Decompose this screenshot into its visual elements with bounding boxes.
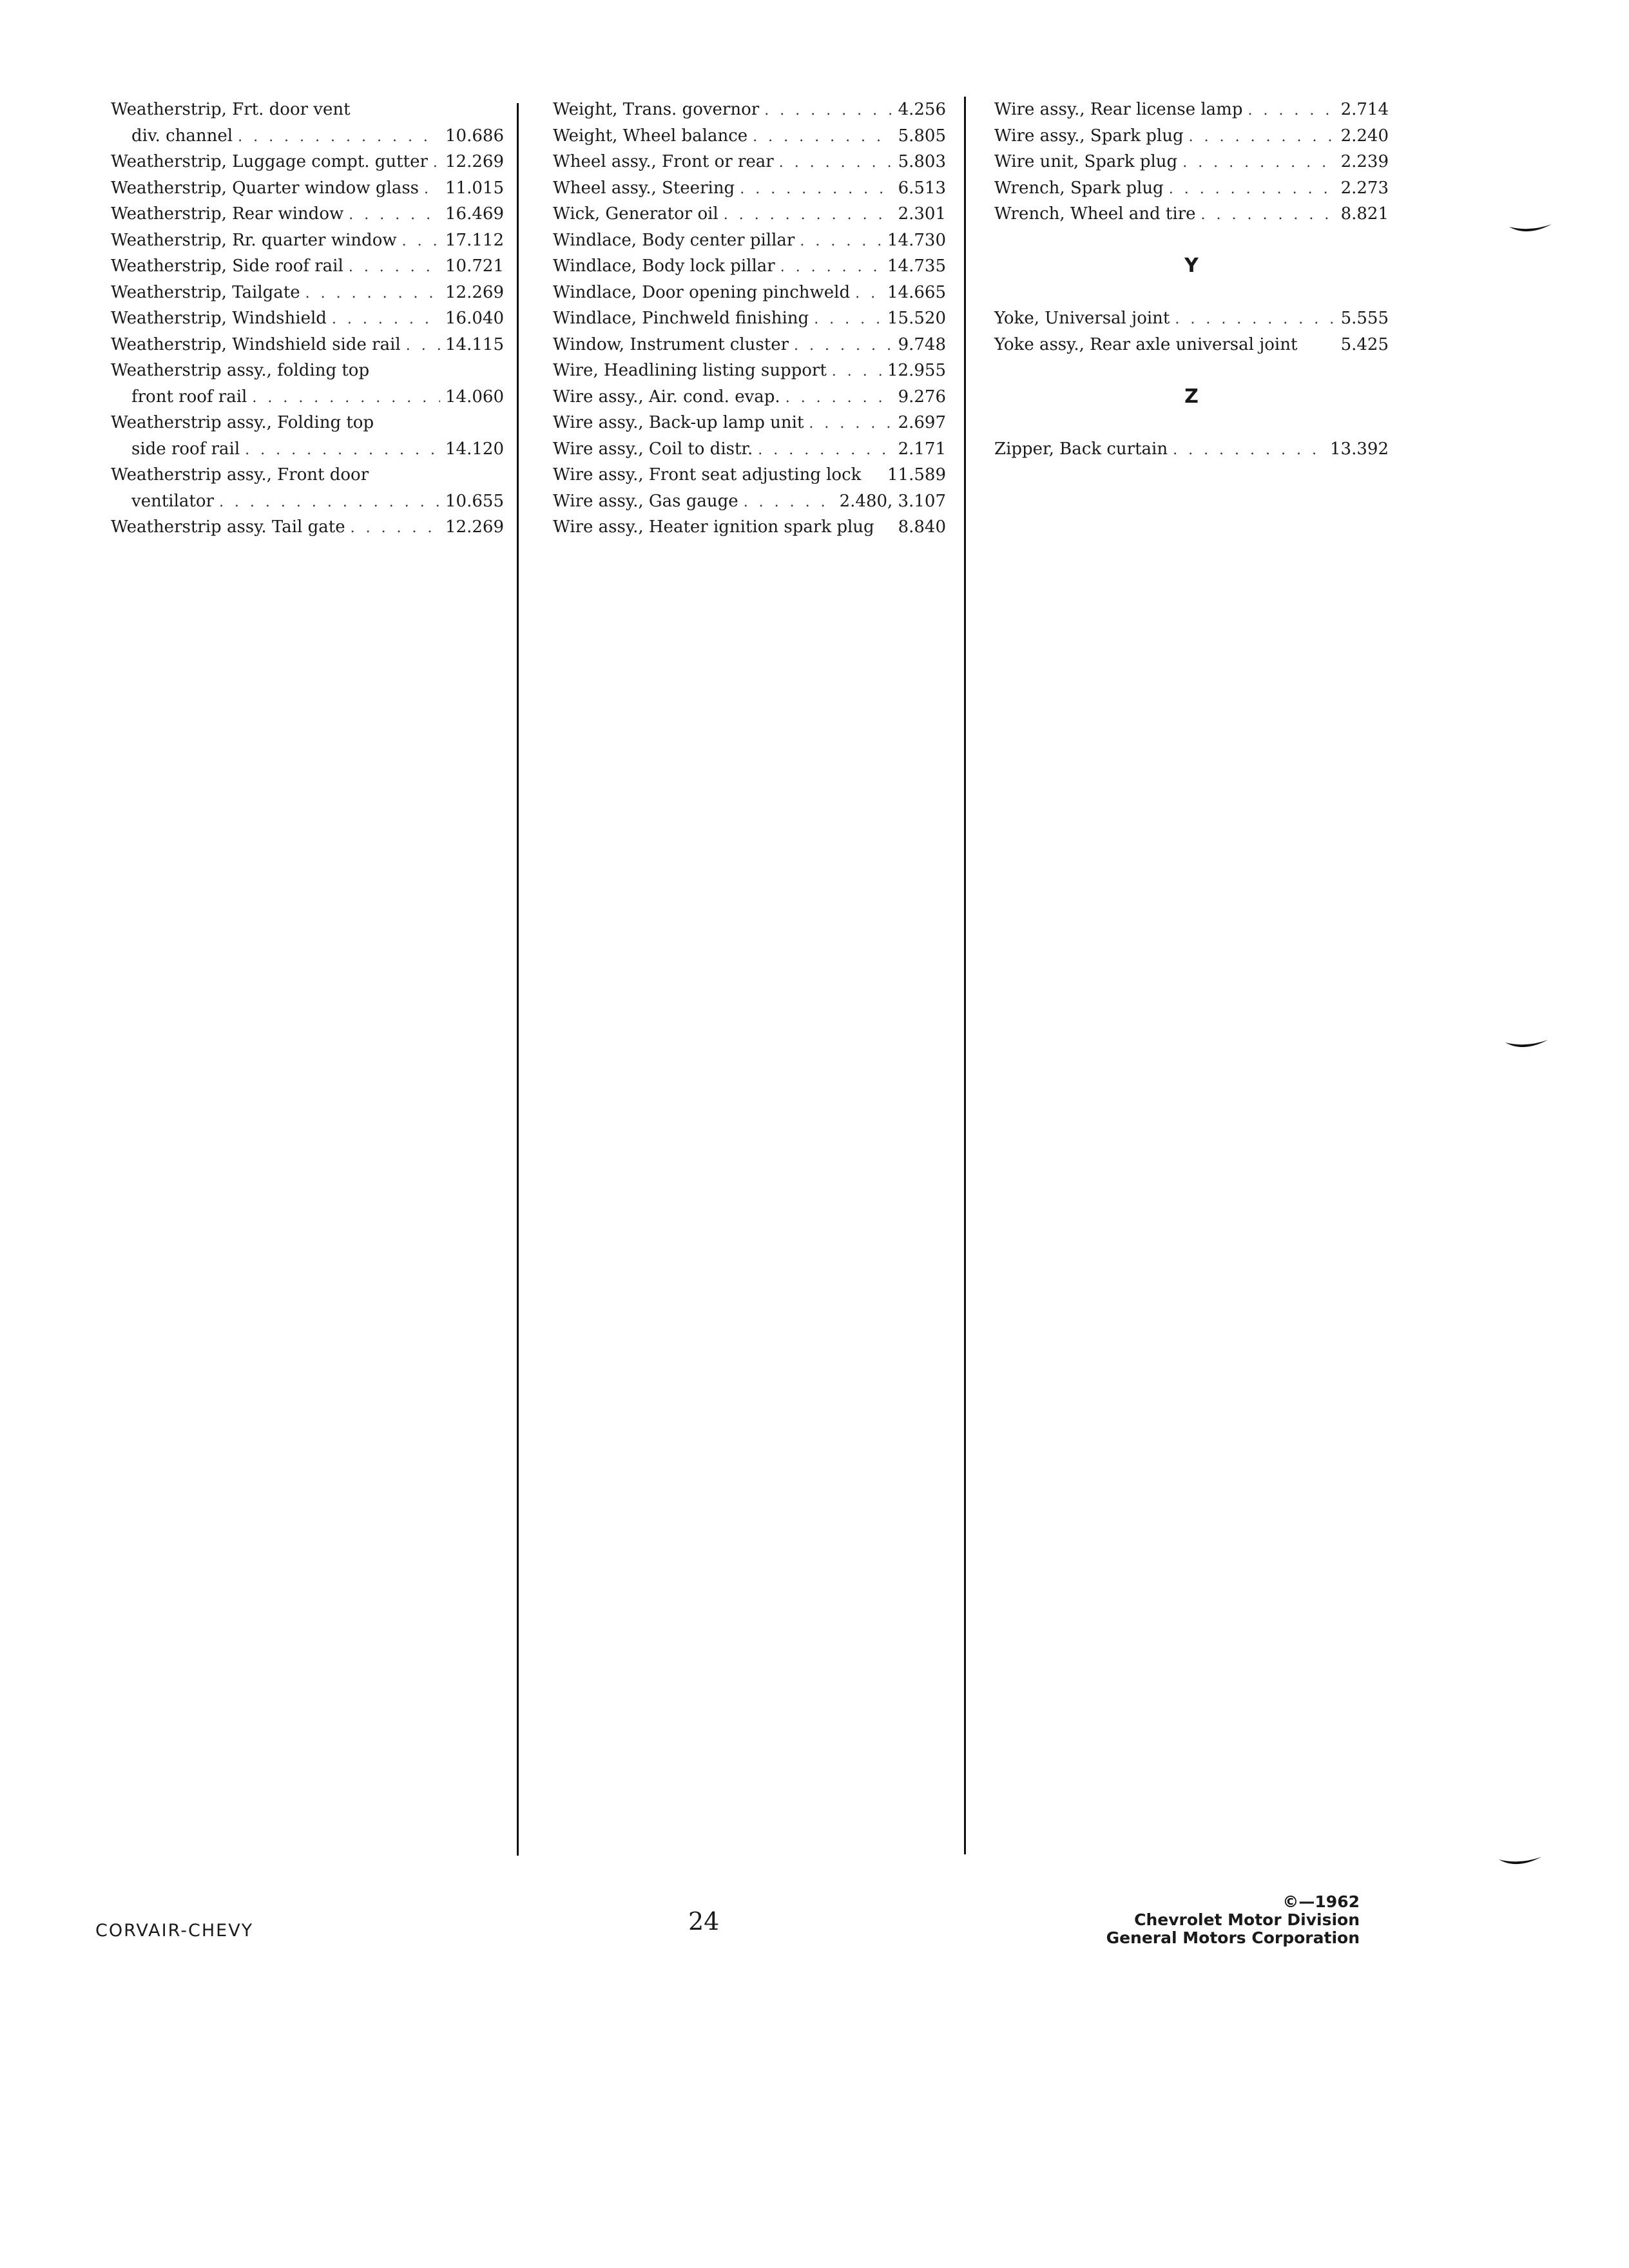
index-entry xyxy=(111,436,504,463)
entry-label: Weatherstrip, Rr. quarter window xyxy=(111,230,397,250)
leader-dots xyxy=(406,333,440,360)
index-entry xyxy=(994,149,1389,175)
index-entry xyxy=(111,384,504,410)
index-column-1 xyxy=(111,97,504,541)
entry-label: Wire assy., Front seat adjusting lock xyxy=(553,465,862,485)
column-divider xyxy=(517,103,519,1856)
entry-label: Wheel assy., Front or rear xyxy=(553,152,774,171)
entry-label: Yoke, Universal joint xyxy=(994,309,1170,328)
index-entry-heading: Weatherstrip, Frt. door vent xyxy=(111,100,351,119)
leader-dots xyxy=(832,359,882,385)
leader-dots xyxy=(1201,202,1336,229)
index-entry xyxy=(553,253,946,280)
entry-reference-number: 2.301 xyxy=(898,204,946,224)
entry-reference-number: 14.665 xyxy=(887,282,946,302)
entry-reference-number: 5.425 xyxy=(1340,334,1389,354)
index-entry-heading: Weatherstrip assy., folding top xyxy=(111,361,370,380)
entry-label: Wire, Headlining listing support xyxy=(553,361,827,380)
entry-reference-number: 10.655 xyxy=(445,491,504,511)
page-number: 24 xyxy=(688,1907,720,1936)
spacer xyxy=(994,358,1389,384)
entry-reference-number: 9.748 xyxy=(898,334,946,354)
index-entry xyxy=(994,332,1389,358)
entry-reference-number: 2.697 xyxy=(898,413,946,432)
entry-reference-number: 11.015 xyxy=(445,178,504,198)
binding-mark-icon xyxy=(1508,223,1553,237)
index-entry xyxy=(553,201,946,227)
entry-reference-number: 12.269 xyxy=(445,517,504,537)
index-entry xyxy=(553,436,946,463)
leader-dots xyxy=(349,255,440,281)
index-entry xyxy=(553,227,946,254)
spacer xyxy=(994,410,1389,436)
entry-label: Windlace, Pinchweld finishing xyxy=(553,309,809,328)
leader-dots xyxy=(758,437,892,464)
entry-reference-number: 12.955 xyxy=(887,361,946,380)
index-entry xyxy=(553,384,946,410)
division-line: Chevrolet Motor Division xyxy=(1134,1910,1360,1929)
leader-dots xyxy=(219,490,440,516)
leader-dots xyxy=(794,333,893,360)
section-letter-heading: Z xyxy=(1184,385,1199,408)
index-entry xyxy=(994,97,1389,123)
leader-dots xyxy=(1189,124,1336,151)
leader-dots xyxy=(1182,150,1335,177)
entry-reference-number: 6.513 xyxy=(898,178,946,198)
leader-dots xyxy=(1169,177,1336,203)
entry-reference-number: 10.686 xyxy=(445,126,504,146)
leader-dots xyxy=(349,202,440,229)
index-entry xyxy=(111,149,504,175)
entry-label: Weatherstrip, Tailgate xyxy=(111,282,300,302)
entry-reference-number: 12.269 xyxy=(445,282,504,302)
index-entry xyxy=(111,514,504,541)
entry-label: ventilator xyxy=(131,491,214,511)
entry-reference-number: 2.273 xyxy=(1340,178,1389,198)
entry-reference-number: 2.240 xyxy=(1340,126,1389,146)
entry-reference-number: 14.735 xyxy=(887,256,946,276)
index-entry xyxy=(553,514,946,541)
entry-label: Wire assy., Heater ignition spark plug xyxy=(553,517,874,537)
leader-dots xyxy=(1175,307,1335,333)
entry-reference-number: 2.171 xyxy=(898,439,946,459)
entry-label: Wire assy., Back-up lamp unit xyxy=(553,413,804,432)
leader-dots xyxy=(814,307,882,333)
entry-reference-number: 4.256 xyxy=(898,100,946,119)
entry-label: Windlace, Body lock pillar xyxy=(553,256,775,276)
index-entry xyxy=(553,332,946,358)
leader-dots xyxy=(238,124,440,151)
entry-reference-number: 2.239 xyxy=(1340,152,1389,171)
entry-reference-number: 12.269 xyxy=(445,152,504,171)
index-entry xyxy=(553,123,946,149)
entry-label: Wrench, Wheel and tire xyxy=(994,204,1196,224)
index-entry xyxy=(111,201,504,227)
entry-label: Zipper, Back curtain xyxy=(994,439,1168,459)
entry-reference-number: 14.115 xyxy=(445,334,504,354)
footer-publisher xyxy=(1089,1893,1360,1947)
entry-reference-number: 16.469 xyxy=(445,204,504,224)
entry-label: front roof rail xyxy=(131,387,247,407)
entry-label: Window, Instrument cluster xyxy=(553,334,789,354)
entry-reference-number: 13.392 xyxy=(1330,439,1389,459)
entry-reference-number: 10.721 xyxy=(445,256,504,276)
leader-dots xyxy=(809,411,892,437)
index-entry-heading: Weatherstrip assy., Front door xyxy=(111,465,369,485)
entry-label: div. channel xyxy=(131,126,233,146)
entry-reference-number: 11.589 xyxy=(887,465,946,485)
index-column-2 xyxy=(553,97,946,541)
corporation-line: General Motors Corporation xyxy=(1106,1928,1360,1947)
index-entry xyxy=(994,201,1389,227)
leader-dots xyxy=(786,385,893,412)
index-entry xyxy=(111,305,504,332)
entry-label: Weatherstrip, Windshield side rail xyxy=(111,334,401,354)
index-entry xyxy=(553,462,946,488)
entry-label: Weatherstrip assy. Tail gate xyxy=(111,517,345,537)
index-entry xyxy=(111,253,504,280)
footer-model-name: CORVAIR-CHEVY xyxy=(95,1921,254,1941)
index-entry xyxy=(111,332,504,358)
index-entry xyxy=(111,175,504,202)
index-entry xyxy=(553,97,946,123)
entry-label: Wire assy., Coil to distr. xyxy=(553,439,753,459)
index-column-3 xyxy=(994,97,1389,462)
index-entry xyxy=(553,358,946,384)
leader-dots xyxy=(305,281,440,307)
entry-label: Weight, Wheel balance xyxy=(553,126,748,146)
entry-label: Wire assy., Air. cond. evap. xyxy=(553,387,780,407)
leader-dots xyxy=(780,255,882,281)
leader-dots xyxy=(252,385,440,412)
entry-reference-number: 8.840 xyxy=(898,517,946,537)
spacer xyxy=(994,227,1389,254)
entry-label: Weatherstrip, Windshield xyxy=(111,309,327,328)
entry-label: Wrench, Spark plug xyxy=(994,178,1164,198)
index-entry-heading: Weatherstrip assy., Folding top xyxy=(111,413,374,432)
index-entry xyxy=(994,305,1389,332)
entry-reference-number: 2.714 xyxy=(1340,100,1389,119)
index-entry xyxy=(994,436,1389,463)
section-letter-heading: Y xyxy=(1184,255,1199,277)
entry-label: Wick, Generator oil xyxy=(553,204,718,224)
index-entry xyxy=(553,280,946,306)
index-entry xyxy=(994,123,1389,149)
entry-label: Wire assy., Rear license lamp xyxy=(994,100,1243,119)
leader-dots xyxy=(753,124,892,151)
entry-label: Weatherstrip, Rear window xyxy=(111,204,344,224)
leader-dots xyxy=(724,202,893,229)
spacer xyxy=(994,280,1389,306)
leader-dots xyxy=(1248,98,1335,124)
binding-mark-icon xyxy=(1498,1856,1543,1870)
entry-reference-number: 15.520 xyxy=(887,309,946,328)
entry-label: Wire assy., Spark plug xyxy=(994,126,1184,146)
entry-reference-number: 5.555 xyxy=(1340,309,1389,328)
index-entry xyxy=(553,488,946,515)
entry-reference-number: 17.112 xyxy=(445,230,504,250)
leader-dots xyxy=(402,229,440,255)
entry-reference-number: 14.120 xyxy=(445,439,504,459)
index-entry xyxy=(111,488,504,515)
entry-reference-number: 5.805 xyxy=(898,126,946,146)
leader-dots xyxy=(1173,437,1325,464)
entry-label: Weight, Trans. governor xyxy=(553,100,760,119)
column-divider xyxy=(964,97,966,1854)
entry-label: Windlace, Body center pillar xyxy=(553,230,795,250)
leader-dots xyxy=(800,229,882,255)
leader-dots xyxy=(332,307,440,333)
binding-mark-icon xyxy=(1504,1039,1549,1053)
index-entry xyxy=(553,175,946,202)
entry-label: Weatherstrip, Quarter window glass xyxy=(111,178,419,198)
entry-reference-number: 16.040 xyxy=(445,309,504,328)
entry-label: Wheel assy., Steering xyxy=(553,178,735,198)
index-entry xyxy=(553,149,946,175)
entry-reference-number: 9.276 xyxy=(898,387,946,407)
entry-reference-number: 14.060 xyxy=(445,387,504,407)
leader-dots xyxy=(245,437,440,464)
entry-label: Windlace, Door opening pinchweld xyxy=(553,282,851,302)
entry-reference-number: 2.480, 3.107 xyxy=(839,491,946,511)
leader-dots xyxy=(351,515,440,542)
leader-dots xyxy=(424,177,440,203)
leader-dots xyxy=(855,281,882,307)
entry-label: Weatherstrip, Side roof rail xyxy=(111,256,343,276)
leader-dots xyxy=(740,177,892,203)
index-entry xyxy=(111,280,504,306)
entry-reference-number: 8.821 xyxy=(1340,204,1389,224)
entry-label: Wire unit, Spark plug xyxy=(994,152,1178,171)
entry-label: Weatherstrip, Luggage compt. gutter xyxy=(111,152,428,171)
entry-reference-number: 14.730 xyxy=(887,230,946,250)
entry-label: side roof rail xyxy=(131,439,240,459)
leader-dots xyxy=(433,150,440,177)
entry-reference-number: 5.803 xyxy=(898,152,946,171)
leader-dots xyxy=(779,150,893,177)
copyright-line: ©—1962 xyxy=(1282,1892,1360,1911)
index-entry xyxy=(994,175,1389,202)
index-entry xyxy=(553,410,946,436)
entry-label: Yoke assy., Rear axle universal joint xyxy=(994,334,1298,354)
index-entry xyxy=(111,123,504,149)
index-entry xyxy=(553,305,946,332)
index-entry xyxy=(111,227,504,254)
leader-dots xyxy=(764,98,892,124)
entry-label: Wire assy., Gas gauge xyxy=(553,491,738,511)
leader-dots xyxy=(744,490,834,516)
